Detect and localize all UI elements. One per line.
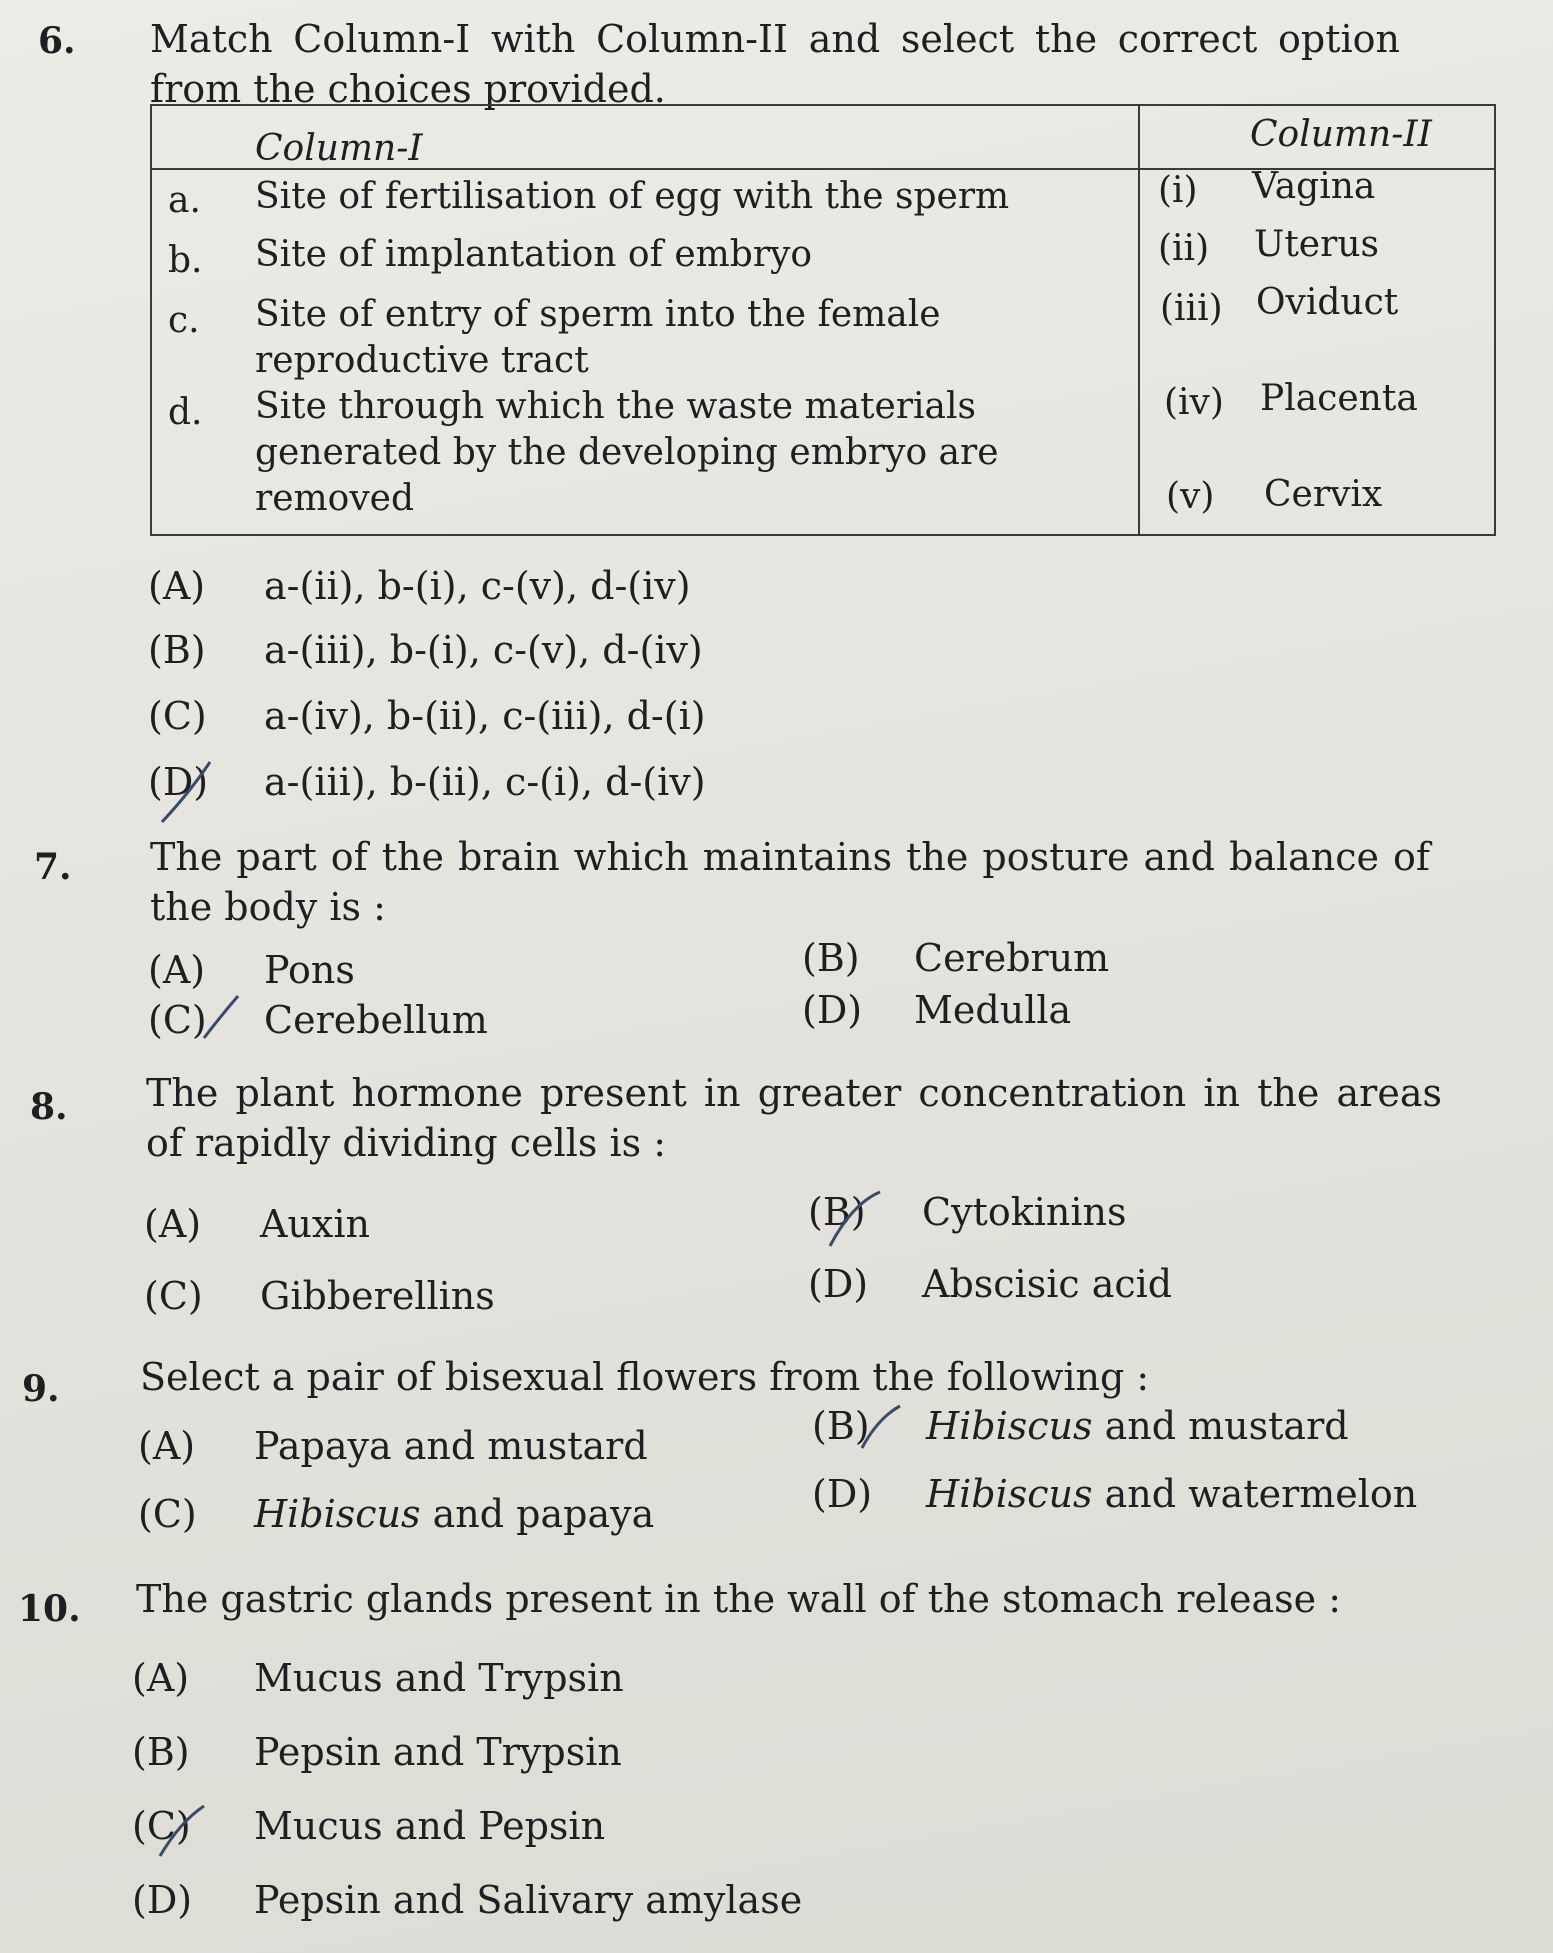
option-label: (D) xyxy=(802,988,863,1032)
option-text: and papaya xyxy=(420,1492,655,1536)
option-text: Papaya and mustard xyxy=(254,1424,648,1468)
question-6-text: Match Column-I with Column-II and select the correct option from the choices provided. xyxy=(150,17,1400,111)
option-text: Pons xyxy=(264,948,355,992)
row-a-key: a. xyxy=(168,180,201,221)
option-label: (C) xyxy=(148,694,207,738)
q8-option-c[interactable] xyxy=(144,1274,495,1318)
col2-iii-text: Oviduct xyxy=(1256,282,1399,323)
col2-ii-key: (ii) xyxy=(1158,228,1210,269)
option-italic-text: Hibiscus xyxy=(254,1492,421,1536)
q7-option-a[interactable] xyxy=(148,948,355,992)
option-italic-text: Hibiscus xyxy=(926,1472,1093,1516)
option-text: Medulla xyxy=(914,988,1072,1032)
q6-option-b[interactable] xyxy=(148,628,703,672)
option-label: (A) xyxy=(132,1656,190,1700)
question-8-text: The plant hormone present in greater concentration in the areas of rapidly dividing cells is : xyxy=(146,1071,1442,1165)
q9-option-a[interactable] xyxy=(138,1424,648,1468)
option-text: Auxin xyxy=(260,1202,370,1246)
column-1-header: Column-I xyxy=(255,128,423,169)
row-c-text: Site of entry of sperm into the female reproductive tract xyxy=(255,294,941,381)
question-9-text: Select a pair of bisexual flowers from the following : xyxy=(140,1355,1150,1399)
row-b-key: b. xyxy=(168,240,203,281)
q10-option-b[interactable] xyxy=(132,1730,622,1774)
option-label: (D) xyxy=(132,1878,193,1922)
pen-tick-mark xyxy=(838,1400,908,1460)
row-d-key: d. xyxy=(168,392,203,433)
q10-option-a[interactable] xyxy=(132,1656,624,1700)
q7-option-d[interactable] xyxy=(802,988,1071,1032)
col2-i-key: (i) xyxy=(1158,170,1198,211)
col2-i-text: Vagina xyxy=(1252,166,1376,207)
option-text: a-(ii), b-(i), c-(v), d-(iv) xyxy=(264,564,691,608)
pen-tick-mark xyxy=(150,752,250,832)
q6-option-c[interactable] xyxy=(148,694,706,738)
question-7-number: 7. xyxy=(34,846,72,888)
option-text: and mustard xyxy=(1092,1404,1349,1448)
column-2-header: Column-II xyxy=(1250,114,1432,155)
option-text: Gibberellins xyxy=(260,1274,495,1318)
option-label: (A) xyxy=(148,948,206,992)
col2-ii-text: Uterus xyxy=(1254,224,1379,265)
q9-option-c[interactable] xyxy=(138,1492,654,1536)
option-label: (B) xyxy=(148,628,206,672)
row-d-text: Site through which the waste materials generated by the developing embryo are removed xyxy=(255,386,999,519)
col2-iv-key: (iv) xyxy=(1164,382,1224,423)
option-text: a-(iii), b-(i), c-(v), d-(iv) xyxy=(264,628,703,672)
option-text: a-(iii), b-(ii), c-(i), d-(iv) xyxy=(264,760,706,804)
row-a-text: Site of fertilisation of egg with the sperm xyxy=(255,176,1010,217)
option-text: Cerebellum xyxy=(264,998,488,1042)
option-label: (D) xyxy=(812,1472,873,1516)
pen-tick-mark xyxy=(812,1186,892,1256)
option-text: Cytokinins xyxy=(922,1190,1127,1234)
option-label: (C) xyxy=(132,1804,191,1848)
option-text: Abscisic acid xyxy=(922,1262,1173,1306)
option-label: (B) xyxy=(812,1404,870,1448)
q6-option-a[interactable] xyxy=(148,564,691,608)
option-text: Mucus and Pepsin xyxy=(254,1804,606,1848)
pen-tick-mark xyxy=(138,1800,218,1870)
option-label: (C) xyxy=(144,1274,203,1318)
option-label: (B) xyxy=(802,936,860,980)
col2-iii-key: (iii) xyxy=(1160,288,1223,329)
option-label: (D) xyxy=(148,760,209,804)
row-b-text: Site of implantation of embryo xyxy=(255,234,813,275)
q10-option-d[interactable] xyxy=(132,1878,802,1922)
question-10-text: The gastric glands present in the wall of the stomach release : xyxy=(136,1577,1342,1621)
option-italic-text: Hibiscus xyxy=(926,1404,1093,1448)
col2-v-key: (v) xyxy=(1166,476,1215,517)
question-9-number: 9. xyxy=(22,1368,60,1410)
option-label: (B) xyxy=(132,1730,190,1774)
option-text: Pepsin and Salivary amylase xyxy=(254,1878,803,1922)
option-label: (A) xyxy=(138,1424,196,1468)
q9-option-d[interactable] xyxy=(812,1472,1417,1516)
option-label: (C) xyxy=(138,1492,197,1536)
pen-tick-mark xyxy=(190,992,250,1052)
col2-iv-text: Placenta xyxy=(1260,378,1418,419)
q8-option-a[interactable] xyxy=(144,1202,370,1246)
option-label: (B) xyxy=(808,1190,866,1234)
option-text: and watermelon xyxy=(1092,1472,1418,1516)
option-label: (D) xyxy=(808,1262,869,1306)
question-6-number: 6. xyxy=(38,20,76,62)
option-text: a-(iv), b-(ii), c-(iii), d-(i) xyxy=(264,694,706,738)
question-8-number: 8. xyxy=(30,1086,68,1128)
q8-option-d[interactable] xyxy=(808,1262,1172,1306)
option-text: Cerebrum xyxy=(914,936,1110,980)
option-label: (A) xyxy=(148,564,206,608)
option-text: Pepsin and Trypsin xyxy=(254,1730,622,1774)
option-label: (A) xyxy=(144,1202,202,1246)
question-7-text: The part of the brain which maintains the posture and balance of the body is : xyxy=(150,835,1430,929)
row-c-key: c. xyxy=(168,300,200,341)
option-text: Mucus and Trypsin xyxy=(254,1656,624,1700)
option-label: (C) xyxy=(148,998,207,1042)
question-10-number: 10. xyxy=(18,1588,81,1630)
col2-v-text: Cervix xyxy=(1264,474,1383,515)
q7-option-b[interactable] xyxy=(802,936,1109,980)
